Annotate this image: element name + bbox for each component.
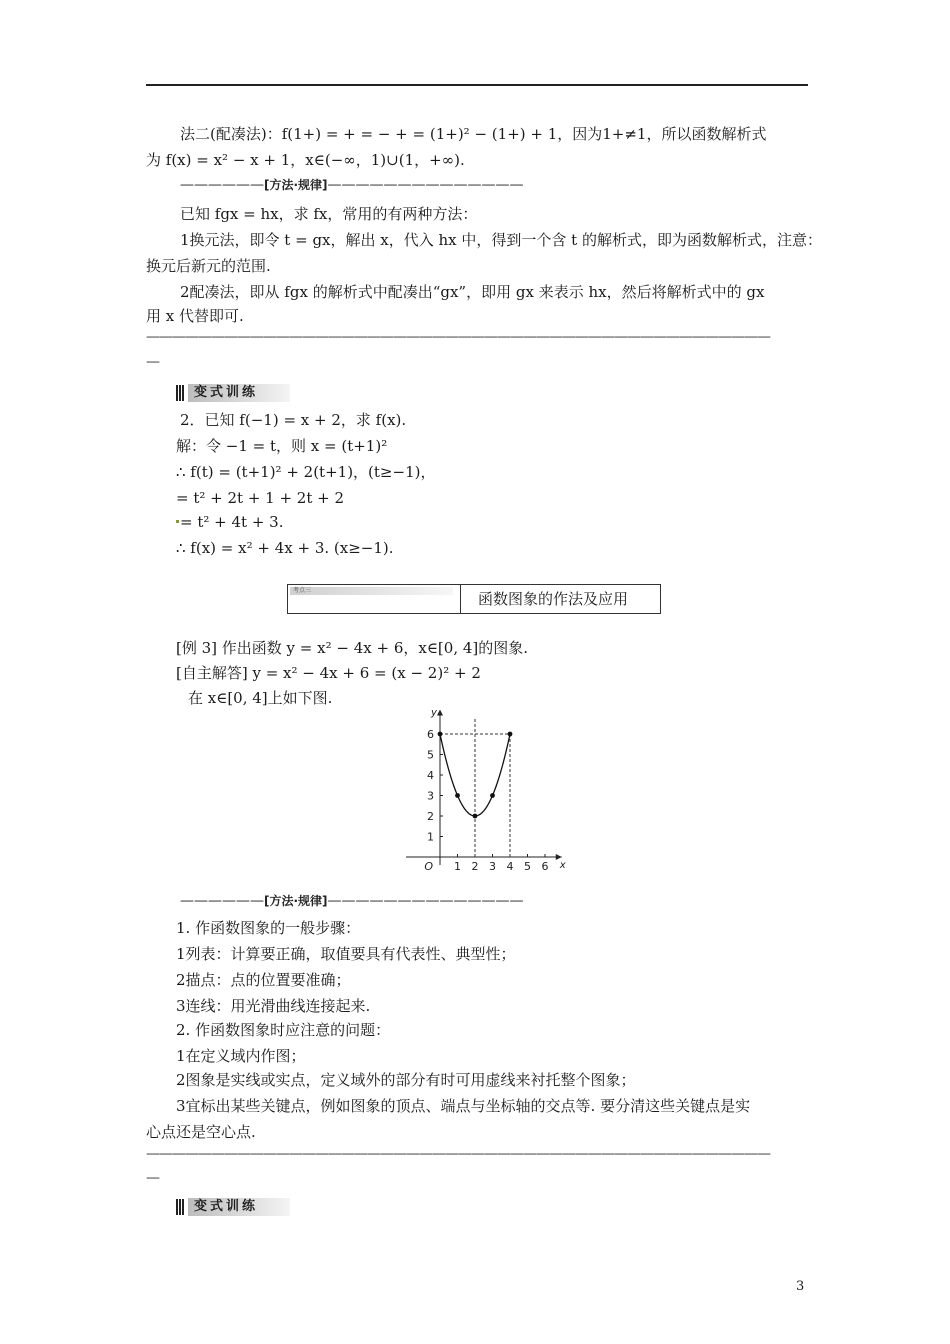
text-line-8: 2．已知 f(−1) = x + 2，求 f(x). xyxy=(180,411,407,429)
text-line-6: 2配凑法，即从 fgx 的解析式中配凑出“gx”，即用 gx 来表示 hx，然后将解析式中的 gx xyxy=(180,283,765,301)
text-line-13: ∴ f(x) = x² + 4x + 3. (x≥−1). xyxy=(176,539,394,557)
text-line-7: 用 x 代替即可. xyxy=(146,307,244,325)
x-tick-label-6: 6 xyxy=(541,860,549,873)
text-line-25: 心点还是空心点. xyxy=(146,1123,256,1141)
x-tick-label-1: 1 xyxy=(454,860,461,873)
text-line-14: [例 3] 作出函数 y = x² − 4x + 6，x∈[0, 4]的图象. xyxy=(176,639,529,657)
text-line-12: = t² + 4t + 3. xyxy=(180,513,284,531)
key-point-3 xyxy=(490,793,495,798)
text-line-16: 在 x∈[0, 4]上如下图. xyxy=(188,689,333,707)
y-tick-label-1: 1 xyxy=(427,830,434,844)
key-point-2 xyxy=(473,814,478,819)
exercise-badge-2 xyxy=(176,1198,286,1216)
text-line-3: 已知 fgx = hx，求 fx，常用的有两种方法： xyxy=(180,205,478,223)
method-header-2 xyxy=(180,892,524,909)
text-line-10: ∴ f(t) = (t+1)² + 2(t+1)，(t≥−1)， xyxy=(176,463,436,481)
text-line-4: 1换元法，即令 t = gx，解出 x，代入 hx 中，得到一个含 t 的解析式，即为函数解析式，注意： xyxy=(180,231,822,249)
key-point-4 xyxy=(508,732,513,737)
y-tick-label-6: 6 xyxy=(427,728,434,741)
y-tick-label-4: 4 xyxy=(427,769,434,782)
text-line-23: 2图象是实线或实点，定义域外的部分有时可用虚线来衬托整个图象； xyxy=(176,1071,636,1089)
method-title: [方法·规律] xyxy=(264,894,328,908)
top-rule xyxy=(146,84,808,86)
badge-label: 变式训练 xyxy=(188,1198,290,1216)
topic-box-left xyxy=(288,585,461,613)
x-tick-label-5: 5 xyxy=(524,860,531,873)
topic-box xyxy=(287,584,661,614)
text-line-21: 2. 作函数图象时应注意的问题： xyxy=(176,1021,391,1039)
text-line-24: 3宜标出某些关键点，例如图象的顶点、端点与坐标轴的交点等. 要分清这些关键点是实 xyxy=(176,1097,751,1115)
graph-guides xyxy=(440,718,510,858)
text-line-17: 1. 作函数图象的一般步骤： xyxy=(176,919,361,937)
x-tick-label-3: 3 xyxy=(489,860,496,873)
x-tick-label-4: 4 xyxy=(506,860,514,873)
badge-bars-icon xyxy=(176,1199,184,1215)
key-point-0 xyxy=(438,732,443,737)
exercise-badge-1 xyxy=(176,384,286,402)
text-line-19: 2描点：点的位置要准确； xyxy=(176,971,351,989)
dashes-right: —————————————— xyxy=(327,893,524,909)
separator-2: ———————————————————————————————————————————————— xyxy=(146,1146,770,1162)
text-line-1: 法二(配凑法)：f(1+) = + = − + = (1+)² − (1+) + 1，因为1+≠1，所以函数解析式 xyxy=(180,125,767,143)
y-tick-label-3: 3 xyxy=(427,789,434,803)
text-line-9: 解：令 −1 = t，则 x = (t+1)² xyxy=(176,437,388,455)
topic-title: 函数图象的作法及应用 xyxy=(478,590,629,608)
separator-2-end: — xyxy=(146,1170,159,1186)
text-line-11: = t² + 2t + 1 + 2t + 2 xyxy=(176,489,345,507)
marker-dot xyxy=(176,520,179,523)
dashes-left: —————— xyxy=(180,177,264,193)
x-tick-label-2: 2 xyxy=(471,860,479,873)
badge-label: 变式训练 xyxy=(188,384,290,402)
text-line-20: 3连线：用光滑曲线连接起来. xyxy=(176,997,371,1015)
text-line-22: 1在定义域内作图； xyxy=(176,1047,306,1065)
y-axis-label: y xyxy=(431,710,437,719)
badge-bars-icon xyxy=(176,385,184,401)
key-point-1 xyxy=(455,793,460,798)
dashes-left: —————— xyxy=(180,893,264,909)
dashes-right: —————————————— xyxy=(327,177,524,193)
topic-tag: 考点三 xyxy=(290,587,453,595)
text-line-18: 1列表：计算要正确，取值要具有代表性、典型性； xyxy=(176,945,516,963)
x-axis-label: x xyxy=(559,860,566,871)
y-tick-label-2: 2 xyxy=(427,810,434,823)
text-line-2: 为 f(x) = x² − x + 1，x∈(−∞，1)∪(1，+∞). xyxy=(146,151,465,169)
function-graph xyxy=(396,710,596,880)
y-tick-label-5: 5 xyxy=(427,748,434,762)
separator-1: ———————————————————————————————————————————————— xyxy=(146,329,770,345)
text-line-15: [自主解答] y = x² − 4x + 6 = (x − 2)² + 2 xyxy=(176,664,481,682)
page-number: 3 xyxy=(796,1279,805,1294)
method-header-1 xyxy=(180,176,524,193)
method-title: [方法·规律] xyxy=(264,178,328,192)
separator-1-end: — xyxy=(146,354,159,370)
text-line-5: 换元后新元的范围. xyxy=(146,257,271,275)
origin-label: O xyxy=(424,860,433,873)
y-axis-arrow xyxy=(437,710,443,716)
